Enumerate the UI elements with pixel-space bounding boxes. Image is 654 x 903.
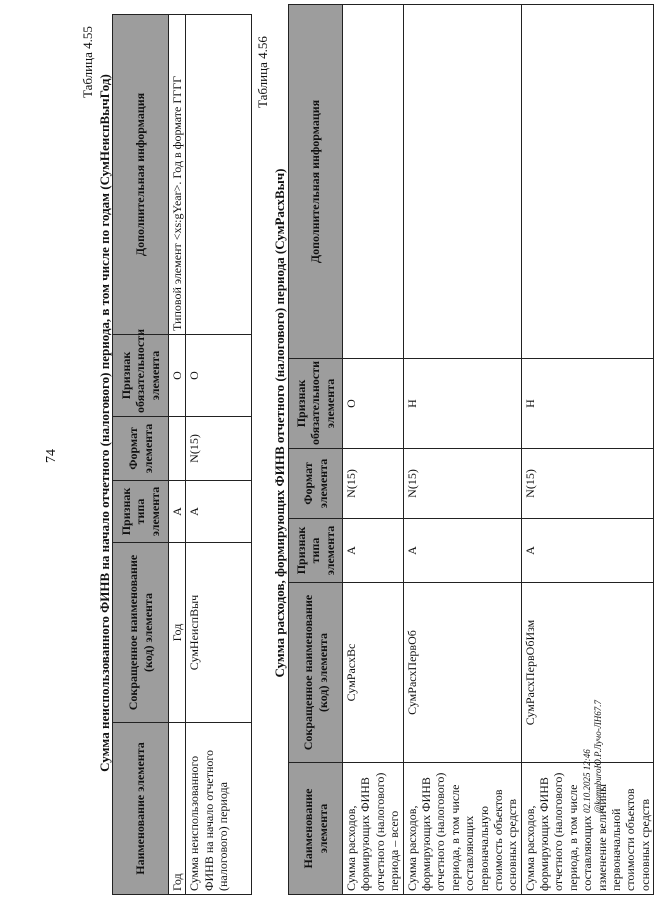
header-format: Формат элемента xyxy=(289,449,343,519)
cell-code: Год xyxy=(169,543,186,723)
cell-name: Сумма расходов, формирующих ФИНВ отчетного (налогового) периода – всего xyxy=(343,763,404,895)
cell-info: Типовой элемент <xs:gYear>. Год в формате ГГГГ xyxy=(169,15,186,335)
footer-date: 02.10.2025 12:46 xyxy=(582,749,592,813)
cell-format xyxy=(169,417,186,481)
header-name: Наименование элемента xyxy=(113,723,169,895)
page-number: 74 xyxy=(44,449,59,463)
table-row xyxy=(186,15,252,895)
cell-name: Год xyxy=(169,723,186,895)
cell-info xyxy=(521,5,654,359)
cell-type: А xyxy=(521,519,654,583)
table-4-55-title: Сумма неиспользованного ФИНВ на начало отчетного (налогового) периода, в том числе по годам (СумНеиспВычГод) xyxy=(97,74,112,772)
header-code: Сокращенное наименование (код) элемента xyxy=(113,543,169,723)
cell-code: СумРасхПервОбИзм xyxy=(521,583,654,763)
footer-signature: @kompburoЮ.Р.Лучо-ЛН67.7 xyxy=(592,699,603,813)
cell-info xyxy=(186,15,252,335)
cell-required: О xyxy=(343,359,404,449)
header-name: Наименование элемента xyxy=(289,763,343,895)
cell-info xyxy=(343,5,404,359)
header-format: Формат элемента xyxy=(113,417,169,481)
table-4-56-title: Сумма расходов, формирующих ФИНВ отчетного (налогового) периода (СумРасхВыч) xyxy=(272,168,287,678)
header-info: Дополнительная информация xyxy=(289,5,343,359)
cell-code: СумРасхПервОб xyxy=(403,583,521,763)
cell-format: N(15) xyxy=(186,417,252,481)
cell-name: Сумма расходов, формирующих ФИНВ отчетного (налогового) периода, в том числе составляющих изменение величины первоначальной стоимости объектов основных средств xyxy=(521,763,654,895)
header-required: Признак обязательности элемента xyxy=(113,335,169,417)
header-type: Признак типа элемента xyxy=(289,519,343,583)
table-4-55-label: Таблица 4.55 xyxy=(80,26,95,98)
cell-type: А xyxy=(169,481,186,543)
footer-stamp xyxy=(582,700,604,813)
cell-name: Сумма неиспользованного ФИНВ на начало отчетного (налогового) периода xyxy=(186,723,252,895)
cell-type: А xyxy=(343,519,404,583)
cell-format: N(15) xyxy=(403,449,521,519)
table-4-56-label: Таблица 4.56 xyxy=(255,36,270,108)
cell-required: О xyxy=(186,335,252,417)
table-row xyxy=(343,5,404,895)
table-row xyxy=(403,5,521,895)
cell-code: СумНеиспВыч xyxy=(186,543,252,723)
cell-required: Н xyxy=(521,359,654,449)
table-4-55 xyxy=(112,14,252,895)
cell-info xyxy=(403,5,521,359)
cell-required: О xyxy=(169,335,186,417)
header-required: Признак обязательности элемента xyxy=(289,359,343,449)
cell-required: Н xyxy=(403,359,521,449)
cell-code: СумРасхВс xyxy=(343,583,404,763)
cell-type: А xyxy=(186,481,252,543)
header-type: Признак типа элемента xyxy=(113,481,169,543)
table-row xyxy=(169,15,186,895)
header-info: Дополнительная информация xyxy=(113,15,169,335)
cell-name: Сумма расходов, формирующих ФИНВ отчетного (налогового) периода, в том числе составляющих первоначальную стоимость объектов основных средств xyxy=(403,763,521,895)
cell-format: N(15) xyxy=(343,449,404,519)
cell-format: N(15) xyxy=(521,449,654,519)
header-code: Сокращенное наименование (код) элемента xyxy=(289,583,343,763)
cell-type: А xyxy=(403,519,521,583)
